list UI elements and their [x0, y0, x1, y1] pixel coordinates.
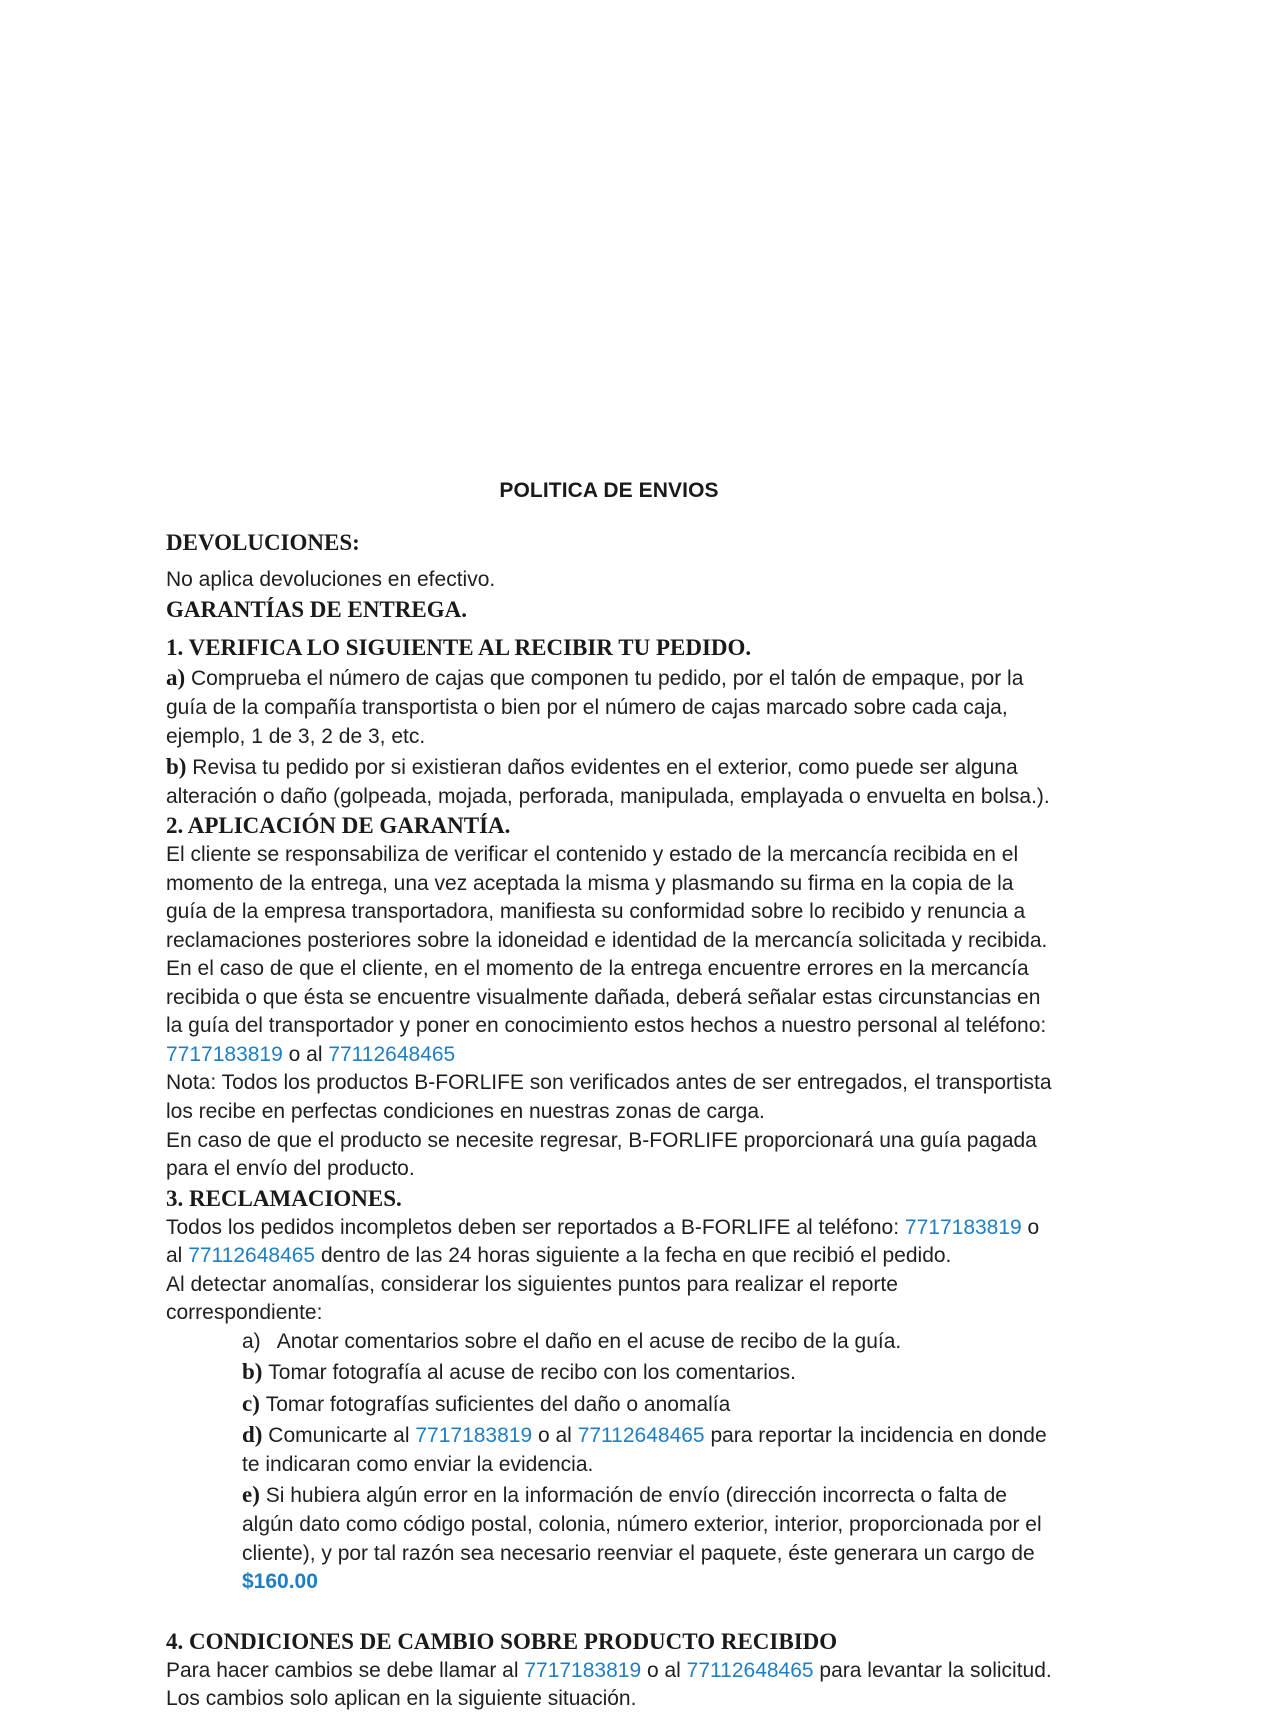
paragraph-2-regreso: En caso de que el producto se necesite regresar, B-FORLIFE proporcionará una guía pagada para el envío del producto. — [166, 1128, 1037, 1181]
list-marker-a: a) — [166, 665, 186, 691]
heading-seccion-2: 2. APLICACIÓN DE GARANTÍA. — [166, 813, 511, 839]
heading-seccion-4: 4. CONDICIONES DE CAMBIO SOBRE PRODUCTO RECIBIDO — [166, 1628, 838, 1654]
paragraph-1a-text: Comprueba el número de cajas que componen tu pedido, por el talón de empaque, por la guía de la compañía transportista o bien por el número de cajas marcado sobre cada caja, ejemplo, 1 de 3, 2 de 3, etc. — [166, 667, 1024, 748]
heading-devoluciones: DEVOLUCIONES: — [166, 530, 360, 556]
paragraph-4-1 — [166, 1657, 1052, 1714]
list-item-text: Anotar comentarios sobre el daño en el acuse de recibo de la guía. — [276, 1329, 902, 1353]
paragraph-3-1-text: Todos los pedidos incompletos deben ser reportados a B-FORLIFE al teléfono: — [166, 1215, 905, 1239]
page-title: POLITICA DE ENVIOS — [499, 479, 719, 502]
list-item — [242, 1479, 1052, 1596]
phone-number-secondary[interactable]: 77112648465 — [328, 1042, 456, 1066]
paragraph-2-nota: Nota: Todos los productos B-FORLIFE son verificados antes de ser entregados, el transportista los recibe en perfectas condiciones en nuestras zonas de carga. — [166, 1071, 1052, 1124]
list-item — [242, 1388, 1052, 1420]
paragraph-4-1-tail: para levantar la solicitud. Los cambios solo aplican en la siguiente situación. — [166, 1658, 1052, 1711]
conjunction: o al — [532, 1424, 578, 1448]
phone-number-primary[interactable]: 7717183819 — [524, 1658, 642, 1682]
paragraph-2-1 — [166, 841, 1052, 1069]
conjunction: o al — [282, 1042, 329, 1066]
spacer — [166, 1597, 1052, 1627]
reship-charge-amount: $160.00 — [242, 1570, 318, 1594]
list-marker-e: e) — [242, 1482, 260, 1508]
spacer — [166, 625, 1052, 633]
document-content — [166, 478, 1052, 1714]
list-item-text: Comunicarte al — [262, 1424, 416, 1448]
reclamaciones-list — [242, 1328, 1052, 1597]
paragraph-1b-text: Revisa tu pedido por si existieran daños evidentes en el exterior, como puede ser alguna alteración o daño (golpeada, mojada, perforada, manipulada, emplayada o envuelta en bolsa.). — [166, 756, 1050, 808]
list-item — [242, 1328, 1052, 1357]
paragraph-devoluciones-body: No aplica devoluciones en efectivo. — [166, 568, 496, 592]
conjunction: o al — [641, 1658, 687, 1682]
list-marker-b: b) — [242, 1359, 263, 1385]
paragraph-1a — [166, 662, 1052, 751]
list-marker-a: a) — [242, 1329, 261, 1353]
list-item-text: Tomar fotografía al acuse de recibo con los comentarios. — [268, 1361, 796, 1385]
conjunction: o al — [166, 1215, 1040, 1268]
phone-number-primary[interactable]: 7717183819 — [415, 1424, 533, 1448]
list-marker-d: d) — [242, 1422, 263, 1448]
list-item — [242, 1356, 1052, 1388]
paragraph-3-2: Al detectar anomalías, considerar los siguientes puntos para realizar el reporte correspondiente: — [166, 1272, 898, 1325]
paragraph-3-1 — [166, 1214, 1052, 1271]
phone-number-secondary[interactable]: 77112648465 — [577, 1424, 705, 1448]
phone-number-primary[interactable]: 7717183819 — [904, 1215, 1022, 1239]
list-item-tail: para reportar la incidencia en donde te indicaran como enviar la evidencia. — [242, 1424, 1047, 1476]
phone-number-primary[interactable]: 7717183819 — [166, 1042, 283, 1066]
phone-number-secondary[interactable]: 77112648465 — [188, 1244, 316, 1268]
paragraph-3-1-tail: dentro de las 24 horas siguiente a la fecha en que recibió el pedido. — [315, 1244, 952, 1268]
paragraph-4-1-text: Para hacer cambios se debe llamar al — [166, 1658, 525, 1682]
heading-seccion-1: 1. VERIFICA LO SIGUIENTE AL RECIBIR TU PEDIDO. — [166, 634, 752, 660]
paragraph-1b — [166, 751, 1052, 811]
list-item — [242, 1419, 1052, 1479]
list-marker-c: c) — [242, 1390, 260, 1416]
phone-number-secondary[interactable]: 77112648465 — [686, 1658, 814, 1682]
list-marker-b: b) — [166, 754, 187, 780]
spacer — [166, 558, 1052, 566]
list-item-text: Tomar fotografías suficientes del daño o anomalía — [265, 1392, 731, 1416]
paragraph-2-1-text: El cliente se responsabiliza de verificar el contenido y estado de la mercancía recibida en el momento de la entrega, una vez aceptada la misma y plasmando su firma en la copia de la guía de la empresa transportadora, manifiesta su conformidad sobre lo recibido y renuncia a reclamaciones posteriores sobre la idoneidad e identidad de la mercancía solicitada y recibida. En el caso de que el cliente, en el momento de la entrega encuentre errores en la mercancía recibida o que ésta se encuentre visualmente dañada, deberá señalar estas circunstancias en la guía del transportador y poner en conocimiento estos hechos a nuestro personal al teléfono: — [166, 843, 1048, 1038]
heading-seccion-3: 3. RECLAMACIONES. — [166, 1185, 402, 1211]
heading-garantias-entrega: GARANTÍAS DE ENTREGA. — [166, 596, 467, 622]
list-item-text: Si hubiera algún error en la información de envío (dirección incorrecta o falta de algún dato como código postal, colonia, número exterior, interior, proporcionada por el cliente), y por tal razón sea necesario reenviar el paquete, éste generara un cargo de — [242, 1484, 1042, 1565]
